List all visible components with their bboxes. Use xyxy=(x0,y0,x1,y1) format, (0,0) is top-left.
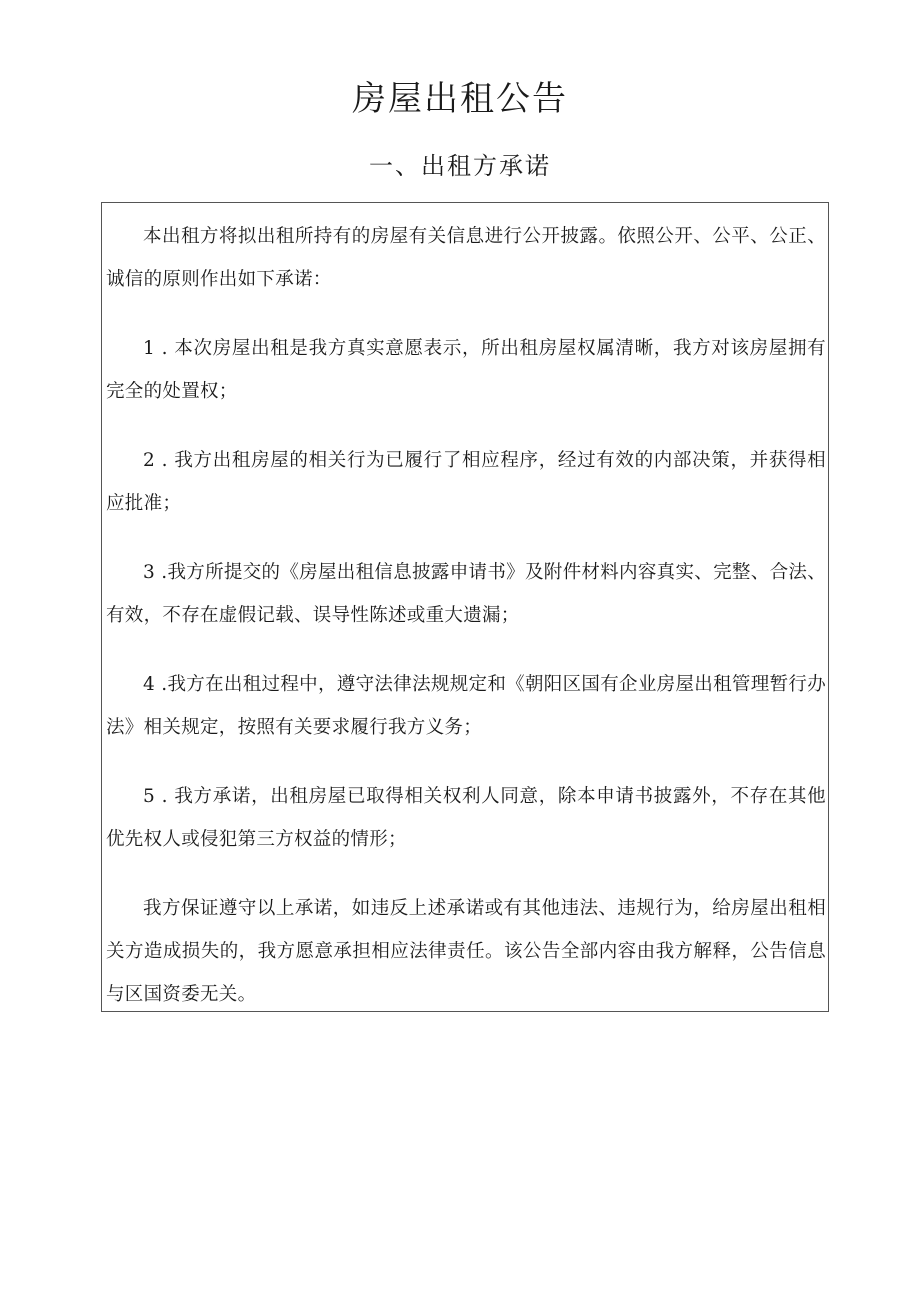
commitment-item-3: 3 .我方所提交的《房屋出租信息披露申请书》及附件材料内容真实、完整、合法、有效，不存在虚假记载、误导性陈述或重大遗漏； xyxy=(106,562,826,626)
intro-paragraph: 本出租方将拟出租所持有的房屋有关信息进行公开披露。依照公开、公平、公正、诚信的原则作出如下承诺： xyxy=(106,226,826,290)
commitment-box xyxy=(101,202,829,1012)
commitment-item-5: 5 . 我方承诺，出租房屋已取得相关权利人同意，除本申请书披露外，不存在其他优先权人或侵犯第三方权益的情形； xyxy=(106,786,826,850)
commitment-item-1: 1 . 本次房屋出租是我方真实意愿表示，所出租房屋权属清晰，我方对该房屋拥有完全的处置权； xyxy=(106,338,826,402)
section-title: 一、出租方承诺 xyxy=(369,152,551,180)
commitment-item-2: 2 . 我方出租房屋的相关行为已履行了相应程序，经过有效的内部决策，并获得相应批准； xyxy=(106,450,826,514)
closing-paragraph: 我方保证遵守以上承诺，如违反上述承诺或有其他违法、违规行为，给房屋出租相关方造成损失的，我方愿意承担相应法律责任。该公告全部内容由我方解释，公告信息与区国资委无关。 xyxy=(106,898,826,1005)
commitment-item-4: 4 .我方在出租过程中，遵守法律法规规定和《朝阳区国有企业房屋出租管理暂行办法》相关规定，按照有关要求履行我方义务； xyxy=(106,674,826,738)
page-title: 房屋出租公告 xyxy=(352,79,568,119)
